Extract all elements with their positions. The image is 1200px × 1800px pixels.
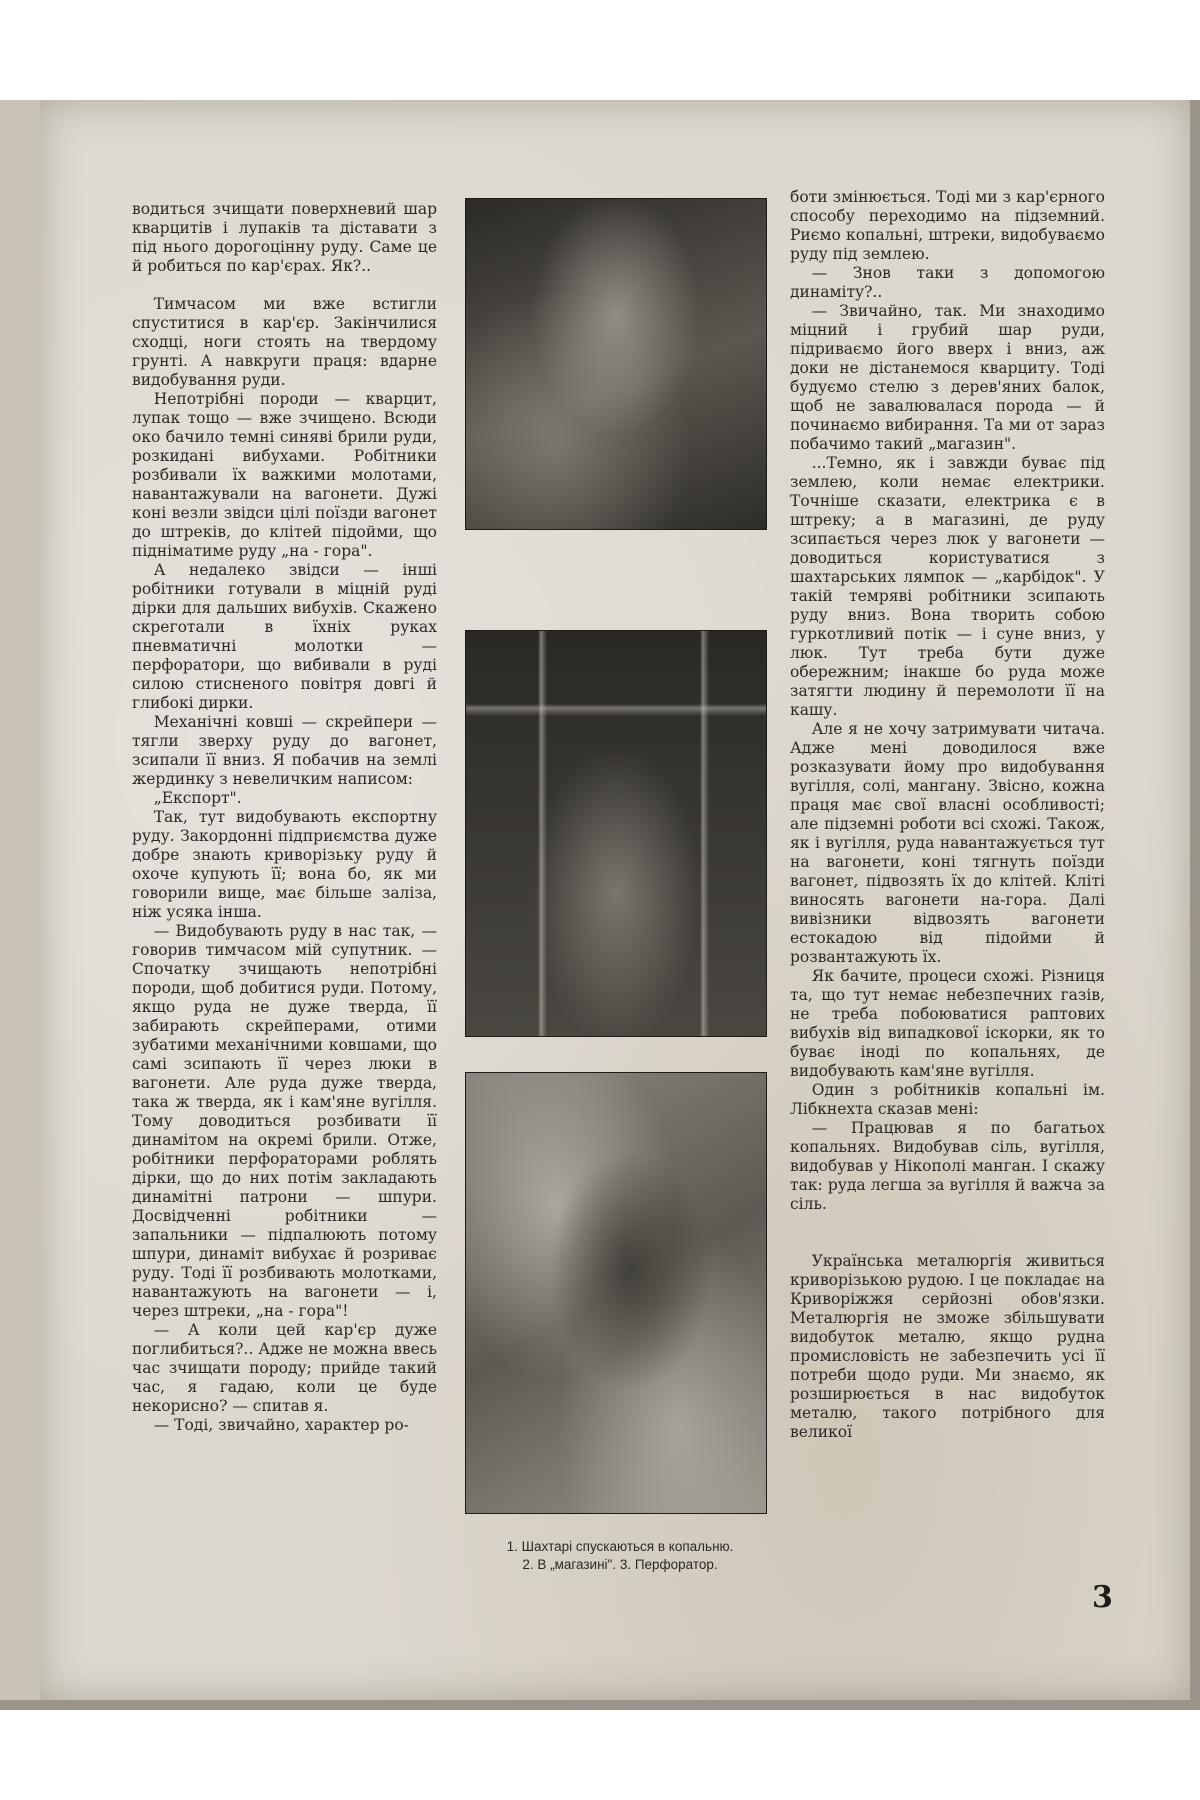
caption-line-2: 2. В „магазині". 3. Перфоратор. <box>522 1557 718 1572</box>
paragraph: Тимчасом ми вже встигли спуститися в кар'єр. Закінчилися сходці, ноги стоять на твердому грунті. А навкруги праця: вдарне видобування руди. <box>132 295 437 389</box>
paragraph: — Тоді, звичайно, характер ро- <box>153 1416 409 1434</box>
paragraph: водиться зчищати поверхневий шар кварцитів і лупаків та діставати з під нього дорогоцінну руду. Саме це й робиться по кар'єрах. Як?.. <box>132 200 437 275</box>
paragraph: Так, тут видобувають експортну руду. Закордонні підприємства дуже добре знають криворізьку руду й охоче купують її; вона бо, як ми говорили вище, має більше заліза, ніж усяка інша. <box>132 808 437 921</box>
paragraph: Непотрібні породи — кварцит, лупак тощо — вже зчищено. Всюди око бачило темні синяві брили руди, розкидані вибухами. Робітники розбивали їх важкими молотами, навантажували на вагонети. Дужі коні везли звідси цілі поїзди вагонет до штреків, до клітей підойми, що підніматиме руду „на - гора". <box>132 390 437 560</box>
paragraph: ...Темно, як і завжди буває під землею, коли немає електрики. Точніше сказати, електрика є в штреку; а в магазині, де руду зсипається через люк у вагонети — доводиться користуватися з шахтарських лямпок — „карбідок". У такій темряві робітники зсипають руду вниз. Вона творить собою гуркотливий потік — і суне вниз, у люк. Тут треба бути дуже обережним; інакше бо руда може затягти людину й перемолоти її на кашу. <box>790 454 1105 719</box>
paragraph: Але я не хочу затримувати читача. Адже мені доводилося вже розказувати йому про видобування вугілля, солі, мангану. Звісно, кожна праця має свої власні особливості; але підземні роботи всі схожі. Також, як і вугілля, руда навантажується тут на вагонети, коні тягнуть поїзди вагонет, підвозять їх до клітей. Кліті виносять вагонети на-гора. Далі вивізники відвозять вагонети естокадою від підойми й розвантажують їх. <box>790 720 1105 966</box>
paragraph: Українська металюргія живиться криворізькою рудою. І це покладає на Криворіжжя серйозні обов'язки. Металюргія не зможе збільшувати видобуток металю, якщо рудна промисловість не забезпечить усі її потреби щодо руди. Ми знаємо, як розширюється в нас видобуток металю, такого потрібного для великої <box>790 1252 1105 1441</box>
magazine-workers-photo <box>465 630 767 1037</box>
paragraph: Один з робітників копальні ім. Лібкнехта сказав мені: <box>790 1081 1105 1118</box>
left-text-column <box>132 200 437 1435</box>
paragraph: — Працював я по багатьох копальнях. Видобував сіль, вугілля, видобував у Нікополі манган. І скажу так: руда легша за вугілля й важча за сіль. <box>790 1119 1105 1213</box>
facing-page-edge <box>0 100 40 1700</box>
paragraph: — Звичайно, так. Ми знаходимо міцний і грубий шар руди, підриваємо його вверх і вниз, аж доки не дістанемося кварциту. Тоді будуємо стелю з дерев'яних балок, щоб не завалювалася порода — й починаємо вибирання. Та ми от зараз побачимо такий „магазин". <box>790 302 1105 453</box>
paragraph: А недалеко звідси — інші робітники готували в міцній руді дірки для дальших вибухів. Скажено скреготали в їхніх руках пневматичні молотки — перфоратори, що вибивали в руді силою стисненого повітря довгі й глибокі дирки. <box>132 561 437 712</box>
caption-line-1: 1. Шахтарі спускаються в копальню. <box>506 1539 734 1554</box>
paragraph: — А коли цей кар'єр дуже поглибиться?.. Адже не можна ввесь час зчищати породу; прийде такий час, я гадаю, коли це буде некорисно? — спитав я. <box>132 1321 437 1415</box>
right-text-column <box>790 188 1105 1442</box>
photo-caption <box>465 1538 775 1574</box>
miner-descending-photo <box>465 198 767 530</box>
export-sign-text: „Експорт". <box>153 789 242 807</box>
paragraph: — Знов таки з допомогою динаміту?.. <box>790 264 1105 301</box>
paragraph: боти змінюється. Тоді ми з кар'єрного способу переходимо на підземний. Риємо копальні, штреки, видобуваємо руду під землею. <box>790 188 1105 263</box>
perforator-drill-photo <box>465 1072 767 1514</box>
paragraph: Механічні ковші — скрейпери — тягли зверху руду до вагонет, зсипали її вниз. Я побачив на землі жердинку з невеличким написом: <box>132 713 437 788</box>
paragraph: Як бачите, процеси схожі. Різниця та, що тут немає небезпечних газів, не треба побоюватися раптових вибухів від випадкової іскорки, як то буває іноді по копальнях, де видобувають кам'яне вугілля. <box>790 967 1105 1080</box>
page-number: 3 <box>1092 1580 1113 1615</box>
paragraph: — Видобувають руду в нас так, — говорив тимчасом мій супутник. — Спочатку зчищають непотрібні породи, щоб добитися руди. Потому, якщо руда не дуже тверда, її забирають скрейперами, отими зубатими механічними ковшами, що самі зсипають її через люки в вагонети. Але руда дуже тверда, така ж тверда, як і кам'яне вугілля. Тому доводиться розбивати її динамітом на окремі брили. Отже, робітники перфораторами роблять дірки, що до них потім закладають динамітні патрони — шпури. Досвідченні робітники — запальники — підпалюють потому шпури, динаміт вибухає й розриває руду. Тоді її розбивають молотками, навантажують на вагонети — і, через штреки, „на - гора"! <box>132 922 437 1320</box>
